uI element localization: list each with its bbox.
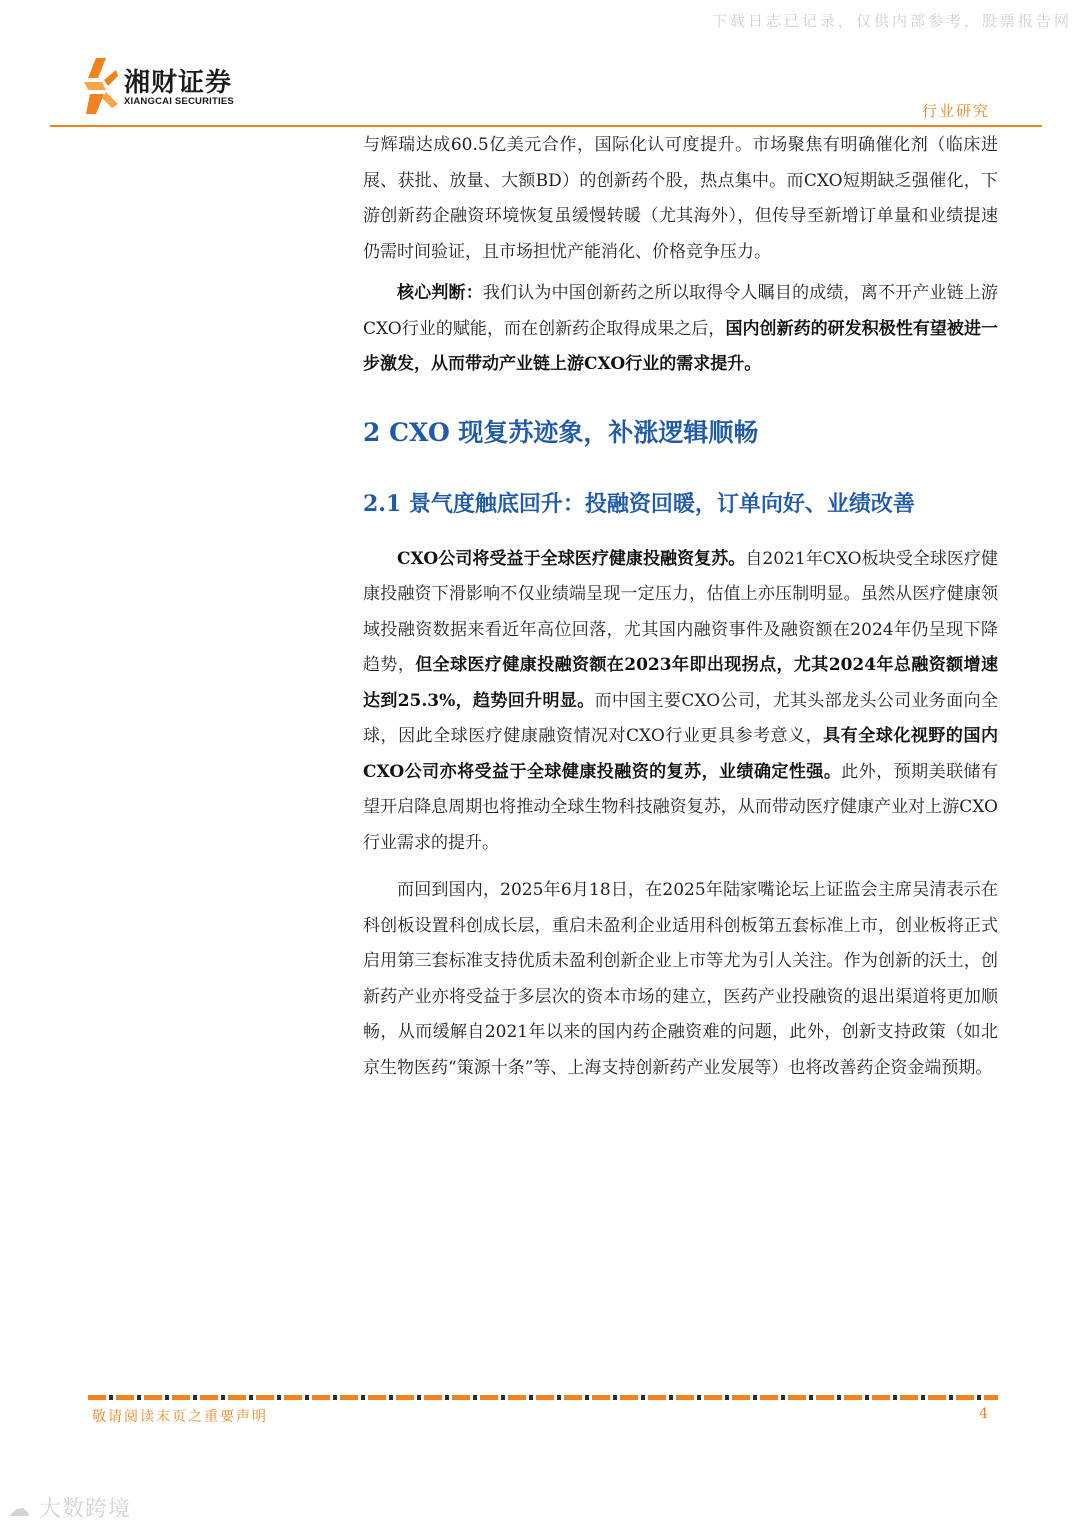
- core-judgment-label: 核心判断：: [397, 283, 483, 303]
- report-category: 行业研究: [921, 102, 990, 120]
- paragraph-continued: 与辉瑞达成60.5亿美元合作，国际化认可度提升。市场聚焦有明确催化剂（临床进展、获批、放量、大额BD）的创新药个股，热点集中。而CXO短期缺乏强催化，下游创新药企融资环境恢复虽缓慢转暖（尤其海外），但传导至新增订单量和业绩提速仍需时间验证，且市场担忧产能消化、价格竞争压力。: [363, 135, 998, 262]
- paragraph-core-judgment: [363, 276, 998, 383]
- paragraph-financing-recovery: [363, 542, 998, 862]
- logo-icon: [82, 56, 120, 116]
- core-judgment-text: 我们认为中国创新药之所以取得令人瞩目的成绩，离不开产业链上游CXO行业的赋能，而在创新药企取得成果之后，: [363, 283, 999, 339]
- company-logo: [82, 56, 232, 116]
- corner-watermark: [8, 1492, 131, 1523]
- corner-watermark-text: 大数跨境: [39, 1497, 132, 1522]
- paragraph-domestic-policy: 而回到国内，2025年6月18日，在2025年陆家嘴论坛上证监会主席吴清表示在科创板设置科创成长层，重启未盈利企业适用科创板第五套标准上市，创业板将正式启用第三套标准支持优质未盈利创新企业上市等尤为引人关注。作为创新的沃土，创新药产业亦将受益于多层次的资本市场的建立，医药产业投融资的退出渠道将更加顺畅，从而缓解自2021年以来的国内药企融资难的问题，此外，创新支持政策（如北京生物医药“策源十条”等、上海支持创新药产业发展等）也将改善药企资金端预期。: [363, 880, 998, 1078]
- logo-chinese-name: 湘财证券: [124, 68, 233, 98]
- subsection-heading: 2.1 景气度触底回升：投融资回暖，订单向好、业绩改善: [363, 490, 915, 517]
- header-divider: [50, 125, 1042, 127]
- financing-highlight-3: 具有全球化视野的国内CXO公司亦将受益于全球健康投融资的复苏，业绩确定性强。: [363, 726, 999, 782]
- financing-text-3: 此外，预期美联储有望开启降息周期也将推动全球生物科技融资复苏，从而带动医疗健康产业对上游CXO行业需求的提升。: [363, 761, 999, 853]
- page-number: 4: [979, 1406, 988, 1422]
- core-judgment-highlight: 国内创新药的研发积极性有望被进一步激发，从而带动产业链上游CXO行业的需求提升。: [363, 318, 999, 374]
- logo-english-name: XIANGCAI SECURITIES: [124, 96, 234, 107]
- watermark-text: 下载日志已记录，仅供内部参考，股票报告网: [711, 12, 1072, 30]
- footer-divider: [88, 1395, 998, 1400]
- report-body: [363, 128, 998, 1086]
- financing-lead-highlight: CXO公司将受益于全球医疗健康投融资复苏。: [397, 548, 746, 569]
- financing-highlight-2: 但全球医疗健康投融资额在2023年即出现拐点，尤其2024年总融资额增速达到25.3%，趋势回升明显。: [363, 655, 999, 711]
- footer-disclaimer: 敬请阅读末页之重要声明: [92, 1409, 268, 1425]
- section-heading: 2 CXO 现复苏迹象，补涨逻辑顺畅: [363, 417, 759, 447]
- chat-bubble-icon: ☁: [8, 1497, 31, 1522]
- financing-text-1: 自2021年CXO板块受全球医疗健康投融资下滑影响不仅业绩端呈现一定压力，估值上亦压制明显。虽然从医疗健康领域投融资数据来看近年高位回落，尤其国内融资事件及融资额在2024年仍呈现下降趋势，: [363, 548, 998, 675]
- financing-text-2: 而中国主要CXO公司，尤其头部龙头公司业务面向全球，因此全球医疗健康融资情况对CXO行业更具参考意义，: [363, 690, 998, 746]
